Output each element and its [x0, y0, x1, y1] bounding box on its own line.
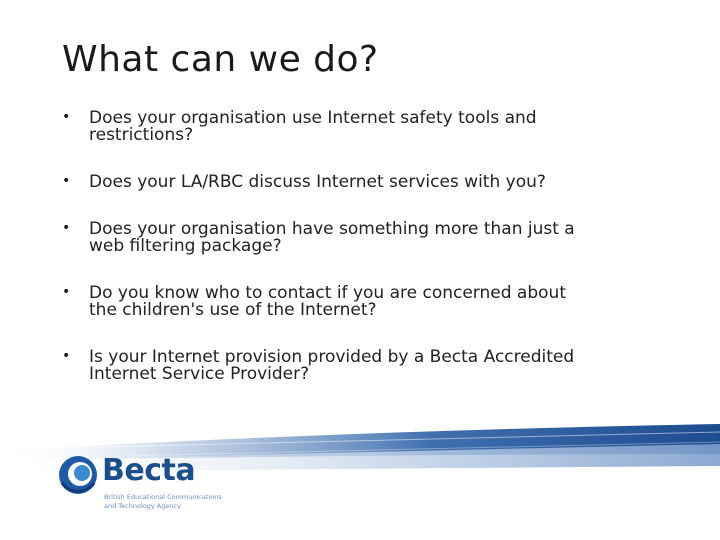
bullet-line: Internet Service Provider? [89, 364, 310, 384]
bullet-marker: • [62, 173, 71, 189]
logo-wordmark: Becta [102, 453, 196, 488]
bullet-marker: • [62, 109, 71, 125]
bullet-item [60, 174, 680, 191]
bullet-line: Does your LA/RBC discuss Internet services with you? [89, 172, 546, 192]
bullet-marker: • [62, 220, 71, 236]
becta-swirl-icon [56, 453, 100, 497]
bullet-item [60, 110, 680, 144]
bullet-line: the children's use of the Internet? [89, 300, 377, 320]
bullet-marker: • [62, 284, 71, 300]
bullet-line: restrictions? [89, 125, 194, 145]
slide-title: What can we do? [62, 39, 379, 80]
bullet-marker: • [62, 348, 71, 364]
bullet-item [60, 349, 680, 383]
bullet-line: Does your organisation use Internet safety tools and [89, 108, 537, 128]
bullet-item [60, 221, 680, 255]
bullet-line: web filtering package? [89, 236, 282, 256]
becta-logo [56, 451, 236, 521]
bullet-line: Does your organisation have something more than just a [89, 219, 575, 239]
logo-tagline-line: and Technology Agency [104, 502, 181, 510]
bullet-item [60, 285, 680, 319]
bullet-line: Is your Internet provision provided by a Becta Accredited [89, 347, 575, 367]
logo-tagline-line: British Educational Communications [104, 493, 222, 501]
logo-tagline [104, 493, 234, 511]
bullet-line: Do you know who to contact if you are concerned about [89, 283, 566, 303]
bullet-list [60, 110, 680, 383]
